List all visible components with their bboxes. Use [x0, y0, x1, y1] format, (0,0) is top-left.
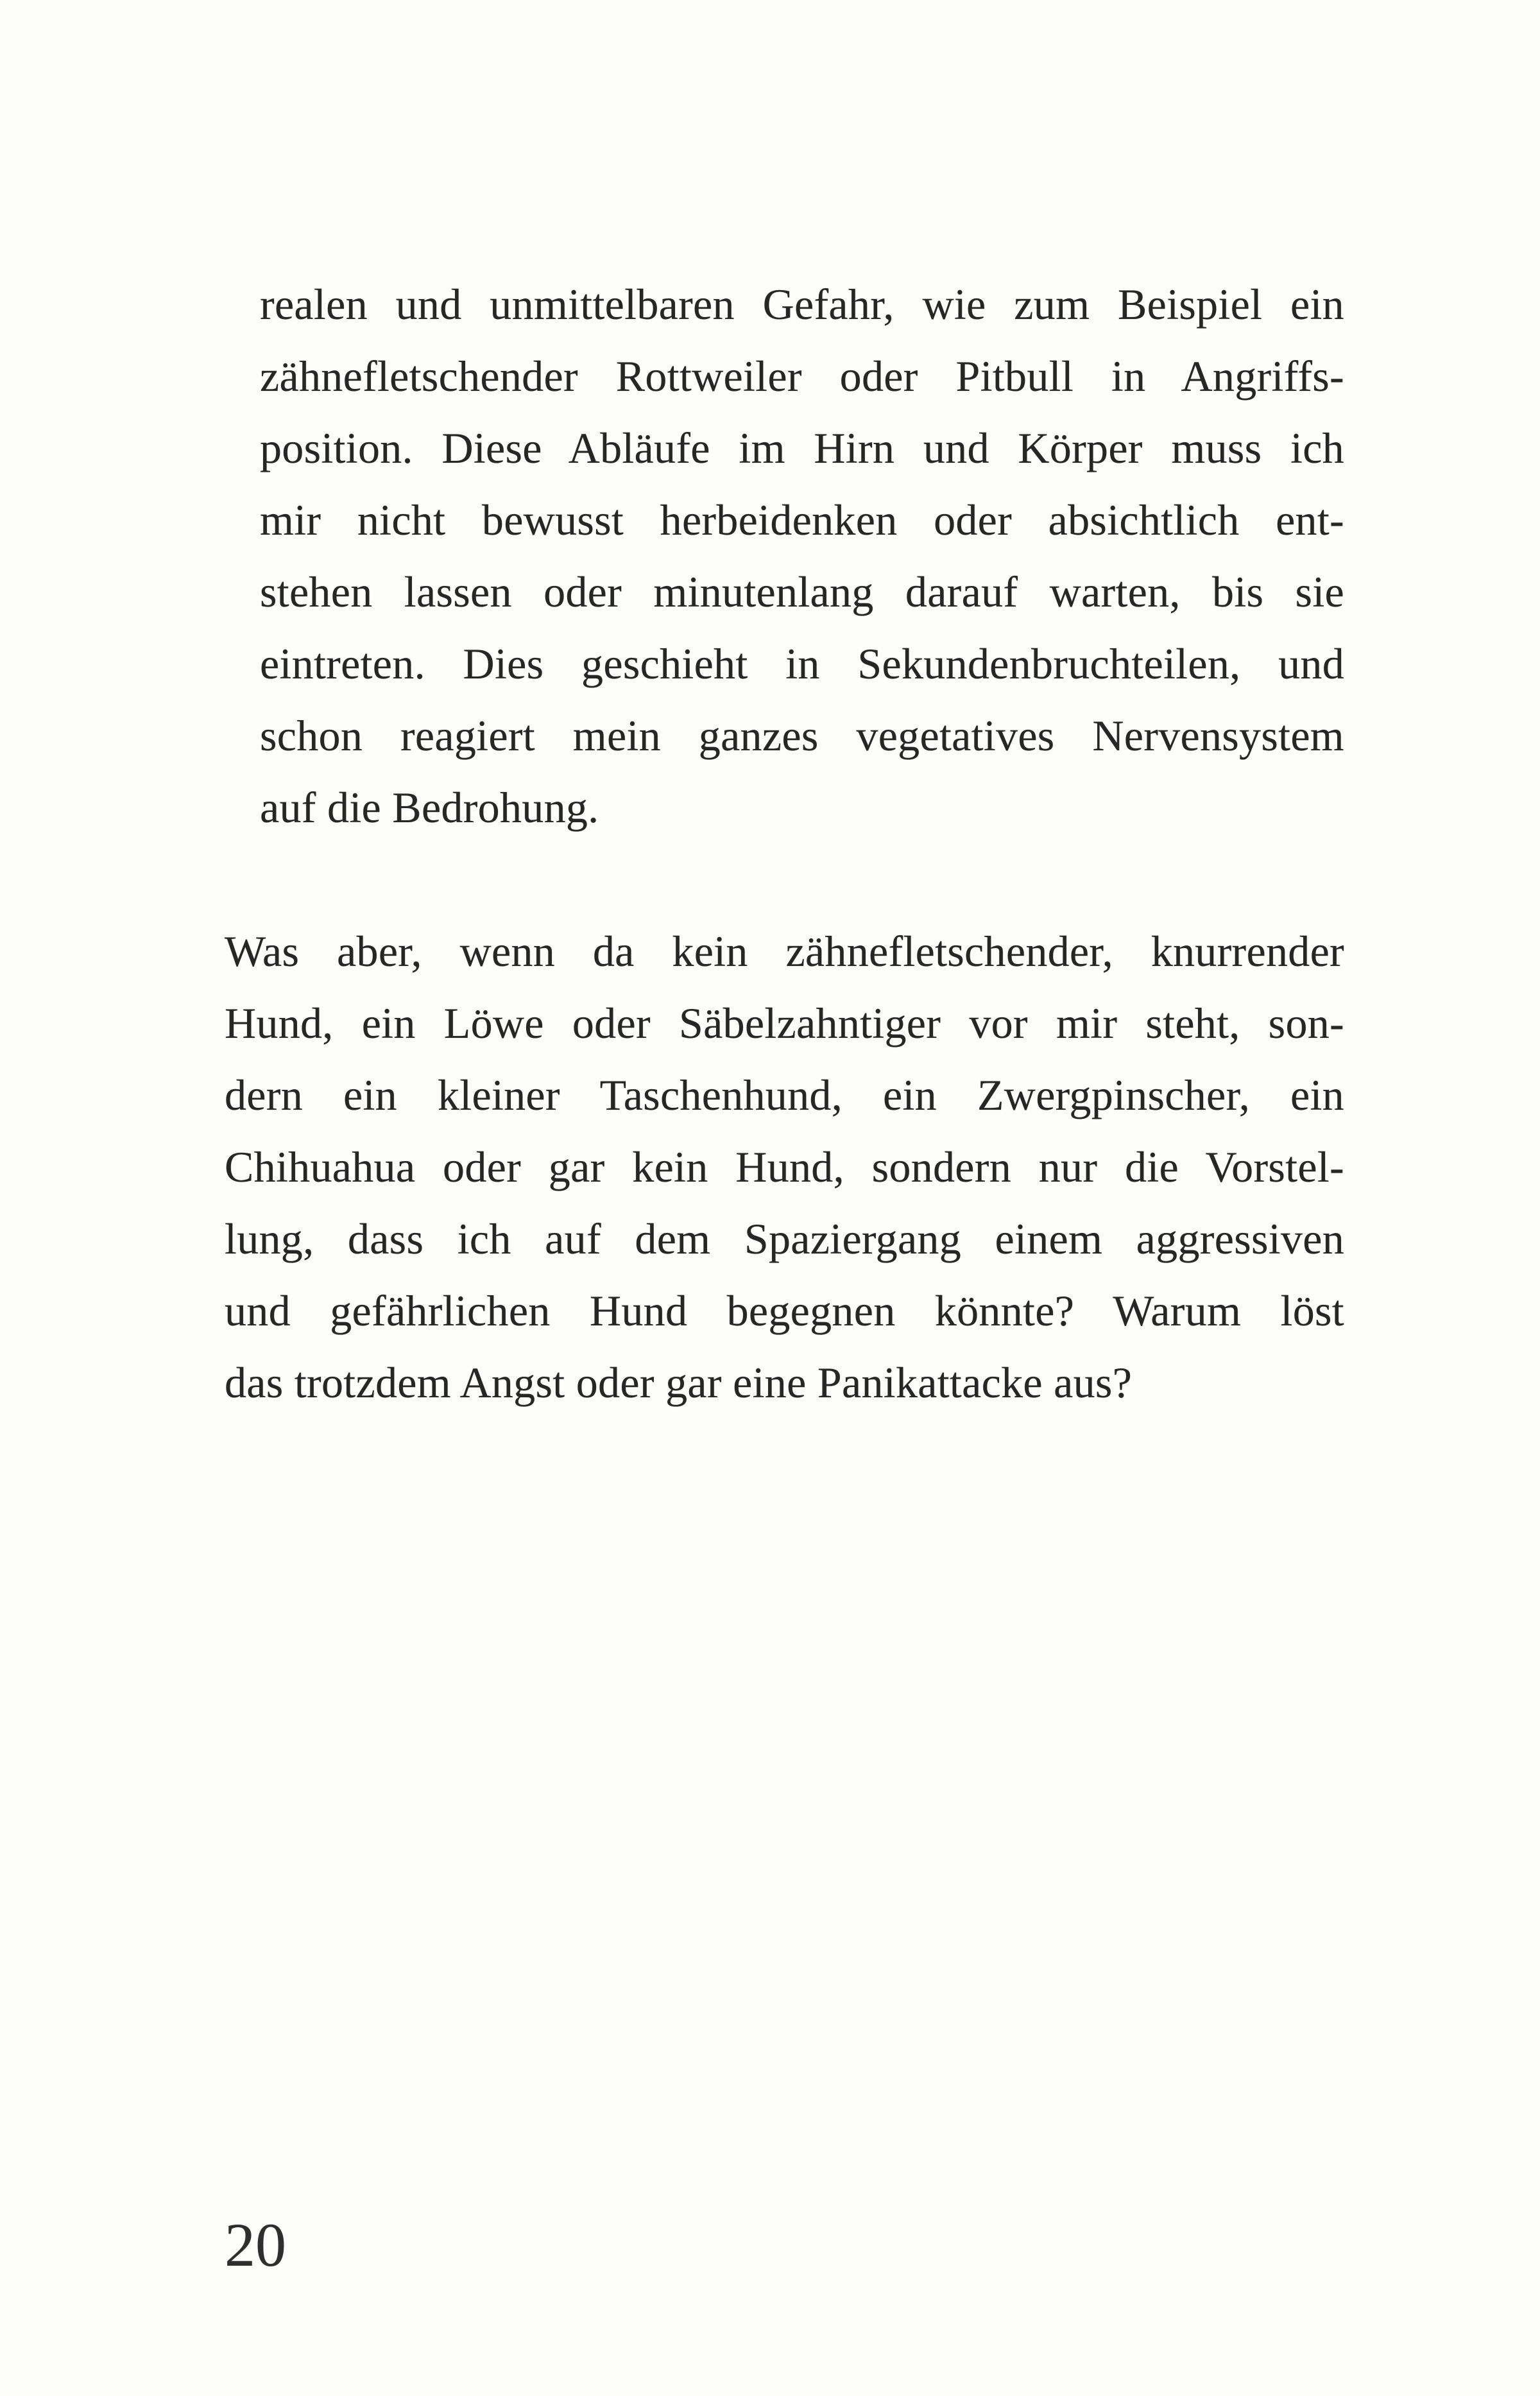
text-line: mir nicht bewusst herbeidenken oder absichtlich ent- — [260, 496, 1344, 544]
text-line: zähnefletschender Rottweiler oder Pitbull in Angriffs- — [260, 352, 1344, 401]
text-line: eintreten. Dies geschieht in Sekundenbruchteilen, und — [260, 639, 1344, 688]
paragraph-1 — [260, 268, 1344, 843]
text-line: lung, dass ich auf dem Spaziergang einem aggressiven — [225, 1214, 1344, 1263]
text-line: Hund, ein Löwe oder Säbelzahntiger vor mir steht, son- — [225, 999, 1344, 1047]
text-line: position. Diese Abläufe im Hirn und Körper muss ich — [260, 424, 1344, 472]
text-block — [225, 268, 1344, 1418]
page-number: 20 — [225, 2211, 286, 2279]
text-line: Was aber, wenn da kein zähnefletschender, knurrender — [225, 927, 1344, 976]
text-line: das trotzdem Angst oder gar eine Panikattacke aus? — [225, 1358, 1133, 1407]
text-line: schon reagiert mein ganzes vegetatives Nervensystem — [260, 711, 1344, 760]
text-line: Chihuahua oder gar kein Hund, sondern nur die Vorstel- — [225, 1142, 1344, 1191]
text-line: stehen lassen oder minutenlang darauf warten, bis sie — [260, 567, 1344, 616]
text-line: dern ein kleiner Taschenhund, ein Zwergpinscher, ein — [225, 1071, 1344, 1119]
text-line: auf die Bedrohung. — [260, 783, 599, 832]
text-line: und gefährlichen Hund begegnen könnte? Warum löst — [225, 1286, 1344, 1335]
text-line: realen und unmittelbaren Gefahr, wie zum Beispiel ein — [260, 280, 1344, 329]
paragraph-2 — [225, 915, 1344, 1418]
